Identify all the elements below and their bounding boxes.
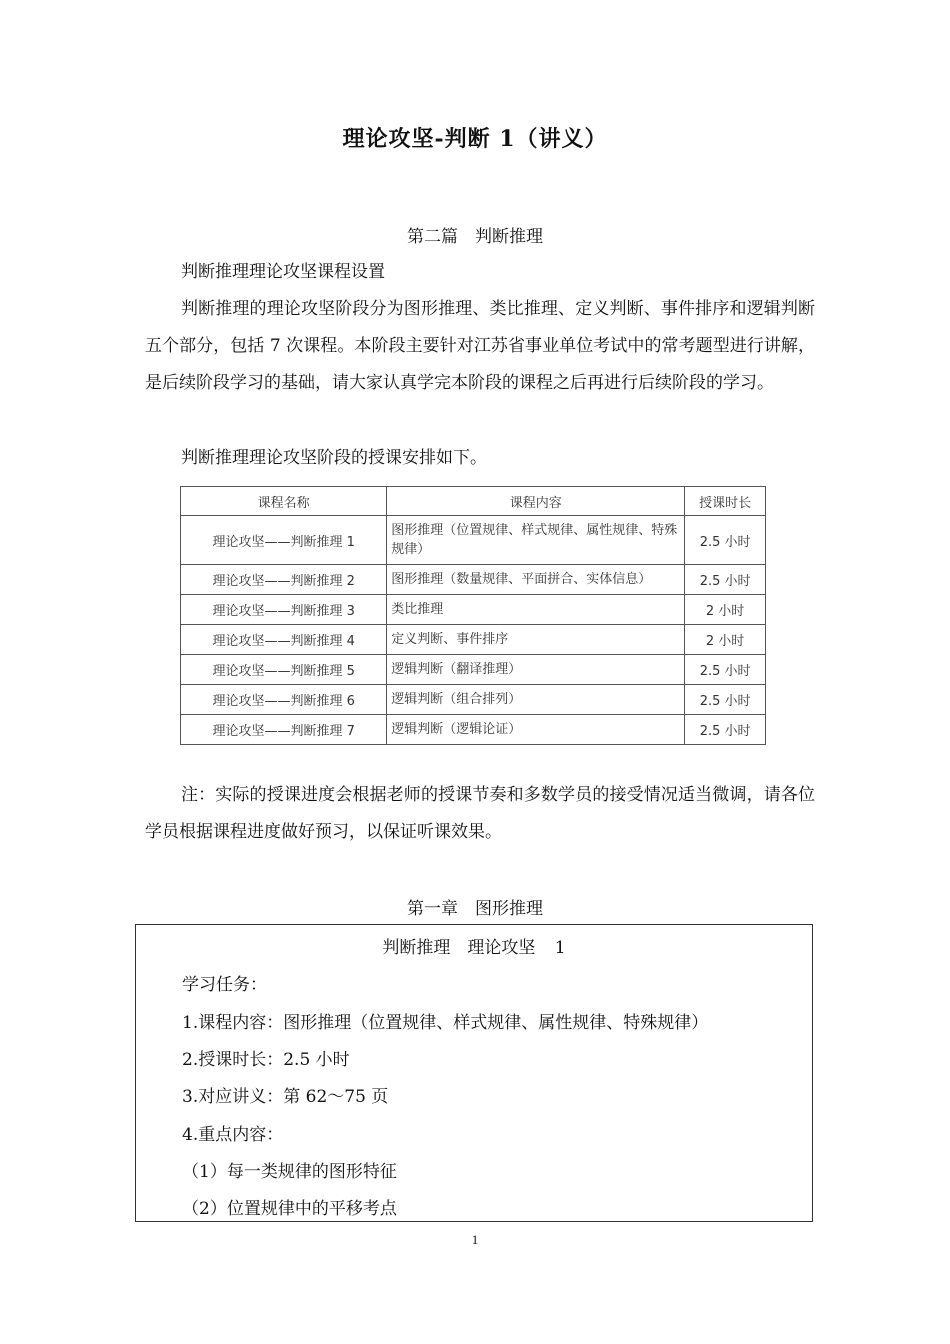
course-duration: 2.5 小时 — [685, 685, 766, 715]
course-duration: 2 小时 — [685, 595, 766, 625]
course-name: 理论攻坚——判断推理 4 — [181, 625, 387, 655]
course-duration: 2 小时 — [685, 625, 766, 655]
task-box-title: 判断推理 理论攻坚 1 — [382, 938, 566, 958]
course-duration: 2.5 小时 — [685, 565, 766, 595]
task-item-handout-pages: 3.对应讲义：第 62～75 页 — [182, 1087, 389, 1107]
schedule-intro: 判断推理理论攻坚阶段的授课安排如下。 — [181, 448, 487, 468]
course-content: 逻辑判断（逻辑论证） — [387, 715, 685, 745]
course-name: 理论攻坚——判断推理 1 — [181, 516, 387, 565]
task-item-duration: 2.授课时长：2.5 小时 — [182, 1050, 350, 1070]
part-heading: 第二篇 判断推理 — [407, 227, 543, 247]
table-row — [181, 715, 766, 745]
course-content: 逻辑判断（翻译推理） — [387, 655, 685, 685]
table-row — [181, 685, 766, 715]
table-row — [181, 595, 766, 625]
course-name: 理论攻坚——判断推理 2 — [181, 565, 387, 595]
course-content: 定义判断、事件排序 — [387, 625, 685, 655]
course-duration: 2.5 小时 — [685, 715, 766, 745]
course-content: 图形推理（位置规律、样式规律、属性规律、特殊规律） — [387, 516, 685, 565]
key-point-item: （2）位置规律中的平移考点 — [182, 1199, 397, 1219]
task-item-key-content: 4.重点内容： — [182, 1125, 284, 1145]
document-title: 理论攻坚-判断 1（讲义） — [342, 126, 608, 152]
header-duration: 授课时长 — [685, 487, 766, 516]
course-setup-subheading: 判断推理理论攻坚课程设置 — [181, 262, 385, 282]
table-row — [181, 565, 766, 595]
course-duration: 2.5 小时 — [685, 516, 766, 565]
table-header-row — [181, 487, 766, 516]
page-number: 1 — [471, 1232, 479, 1247]
table-row — [181, 655, 766, 685]
study-task-box — [135, 924, 813, 1222]
course-name: 理论攻坚——判断推理 7 — [181, 715, 387, 745]
header-course-name: 课程名称 — [181, 487, 387, 516]
intro-paragraph: 判断推理的理论攻坚阶段分为图形推理、类比推理、定义判断、事件排序和逻辑判断五个部分，包括 7 次课程。本阶段主要针对江苏省事业单位考试中的常考题型进行讲解，是后续阶段学习的基础，请大家认真学完本阶段的课程之后再进行后续阶段的学习。 — [145, 299, 815, 393]
chapter-heading: 第一章 图形推理 — [407, 899, 543, 919]
course-name: 理论攻坚——判断推理 5 — [181, 655, 387, 685]
course-schedule-table — [180, 486, 766, 745]
course-content: 图形推理（数量规律、平面拼合、实体信息） — [387, 565, 685, 595]
table-row — [181, 516, 766, 565]
course-name: 理论攻坚——判断推理 6 — [181, 685, 387, 715]
course-duration: 2.5 小时 — [685, 655, 766, 685]
schedule-note: 注：实际的授课进度会根据老师的授课节奏和多数学员的接受情况适当微调，请各位学员根据课程进度做好预习，以保证听课效果。 — [145, 785, 815, 842]
task-item-content: 1.课程内容：图形推理（位置规律、样式规律、属性规律、特殊规律） — [182, 1013, 709, 1033]
header-course-content: 课程内容 — [387, 487, 685, 516]
study-task-label: 学习任务： — [182, 975, 267, 995]
key-point-item: （1）每一类规律的图形特征 — [182, 1162, 397, 1182]
course-name: 理论攻坚——判断推理 3 — [181, 595, 387, 625]
course-content: 类比推理 — [387, 595, 685, 625]
table-row — [181, 625, 766, 655]
course-content: 逻辑判断（组合排列） — [387, 685, 685, 715]
